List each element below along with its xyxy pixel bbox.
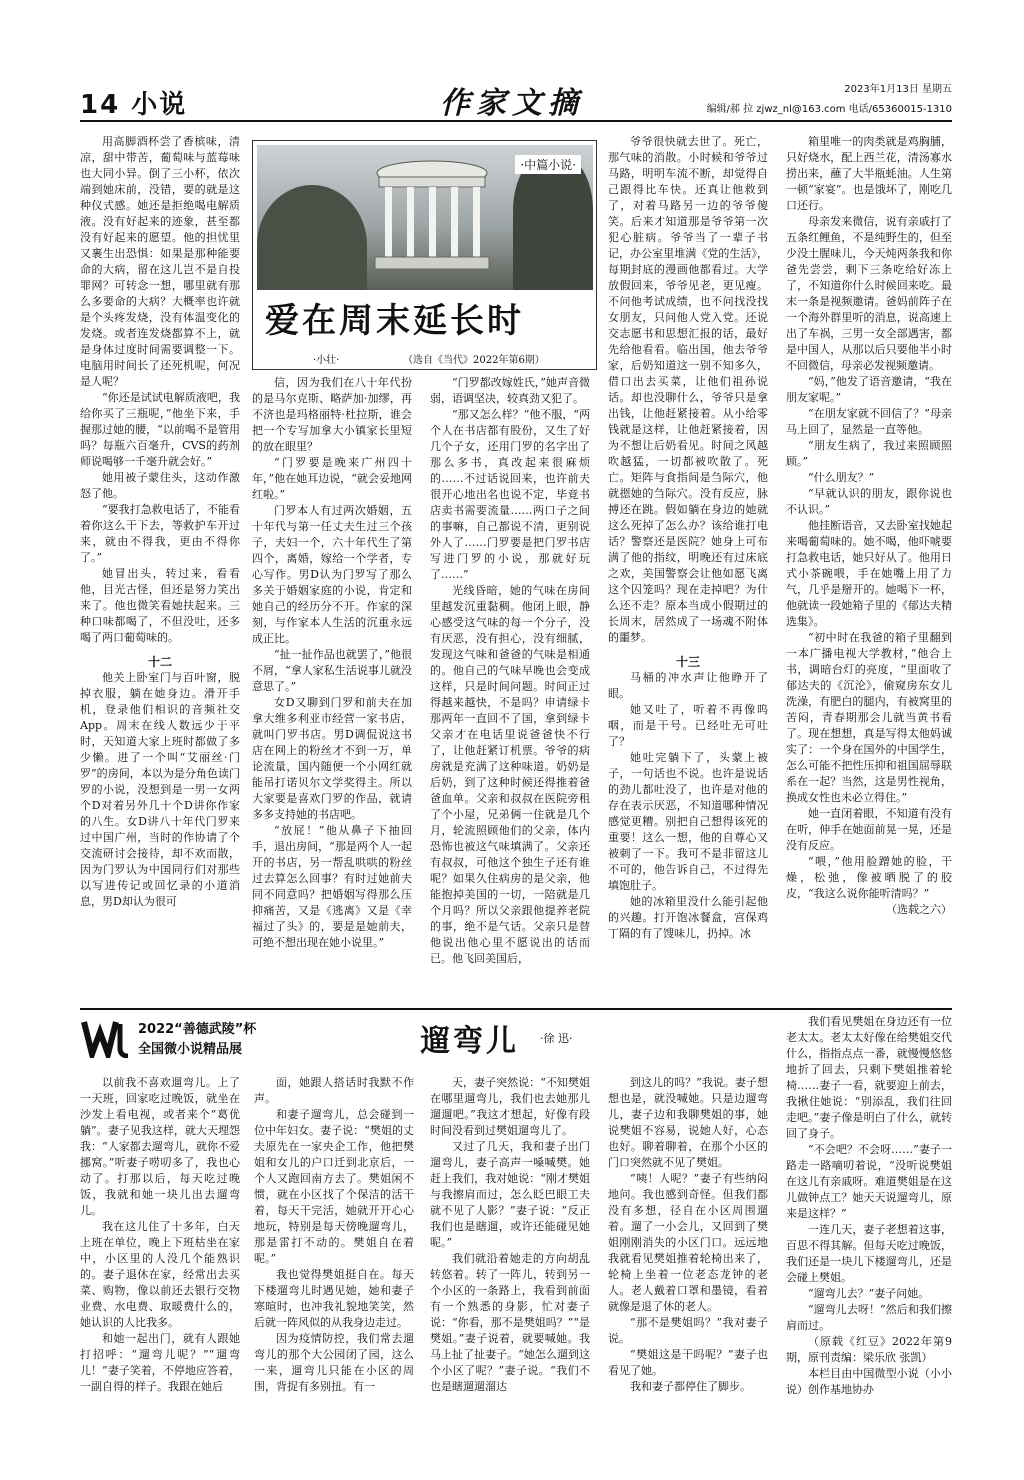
contest-banner [80,1014,280,1064]
feature-author: ·小壮· [313,355,340,366]
editor-contact: 编辑/郝 拉 zjwz_nl@163.com 电话/65360015-1310 [706,104,952,115]
paragraph: 以前我不喜欢遛弯儿。上了一天班，回家吃过晚饭，就坐在沙发上看电视，或者来个“葛优躺”。妻子见我这样，就大天埋怨我：“人家都去遛弯儿，就你不爱挪窝。”听妻子唠叨多了，我也心动了。打那以后，每天吃过晚饭，我就和她一块儿出去遛弯儿。 [80,1076,240,1217]
paragraph: 一连几天，妻子老想着这事，百思不得其解。但每天吃过晚饭，我们还是一块儿下楼遛弯儿，还是会碰上樊姐。 [786,1223,952,1284]
paragraph: （原载《红豆》2022年第9期，原刊责编：梁乐欣 张凯） [786,1335,952,1364]
header-rule [80,120,952,122]
story1-column-1 [80,134,240,994]
paragraph: 和妻子遛弯儿，总会碰到一位中年妇女。妻子说：“樊姐的丈夫原先在一家央企工作，他把樊姐和女儿的户口迁到北京后，一个人又跑回南方去了。樊姐闲不惯，就在小区找了个保洁的活干着，每天干完活，她就开开心心地玩，特别是每天傍晚遛弯儿，那是雷打不动的。樊姐自在着呢。” [254,1108,414,1265]
feature-title-box [252,140,597,370]
story1-column-3 [430,375,590,995]
paragraph: 本栏目由中国微型小说（小小说）创作基地协办 [786,1367,952,1396]
story2-column-3 [430,1075,590,1465]
paragraph: 我们就沿着她走的方向胡乱转悠着。转了一阵儿，转到另一个小区的一条路上，我看到前面有一个熟悉的身影，忙对妻子说：“你看，那不是樊姐吗？”“是樊姐。”妻子说着，就要喊她。我马上扯了扯妻子。“她怎么遛到这个小区了呢？”妻子说。“我们不也是瞎遛遛溜达 [430,1252,590,1393]
story1-column-4 [608,134,768,994]
contest-line-1: 2022“善德武陵”杯 [138,1022,257,1037]
paragraph: 她用被子蒙住头，这动作激怒了他。 [80,471,240,500]
paragraph: 面，她跟人搭话时我默不作声。 [254,1076,414,1105]
paragraph: 和她一起出门，就有人跟她打招呼：“遛弯儿呢？”“遛弯儿！”妻子笑着，不停地应答着，一副自得的样子。我跟在她后 [80,1332,240,1393]
paragraph: 马桶的冲水声让他睁开了眼。 [608,671,768,700]
paragraph: “妈，”他发了语音邀请，“我在朋友家呢。” [786,375,952,404]
paragraph: 天，妻子突然说：“不知樊姐在哪里遛弯儿，我们也去她那儿遛遛吧。”我这才想起，好像有段时间没看到过樊姐遛弯儿了。 [430,1076,590,1137]
paragraph: 我和妻子都停住了脚步。 [630,1380,751,1393]
tree-shape [513,155,593,290]
feature-source: （选自《当代》2022年第6期） [403,355,545,366]
paragraph: “什么朋友？” [808,471,875,484]
story2-column-1 [80,1075,240,1465]
paragraph: 到这儿的吗？”我说。妻子想想也是，就没喊她。只是边遛弯儿，妻子边和我聊樊姐的事，她说樊姐不容易，说她人好，心态也好。聊着聊着，在那个小区的门口突然就不见了樊姐。 [608,1076,768,1169]
masthead: 作家文摘 [440,86,584,121]
paragraph: 她一直闭着眼，不知道有没有在听，伸手在她面前晃一晃，还是没有反应。 [786,807,952,852]
feature-title: 爱在周末延长时 [265,301,524,341]
paragraph: “那又怎么样？”他不服，“两个人在书店都有股份，又生了好几个子女，还用门罗的名字出了那么多书，真改起来很麻烦的……不过话说回来，也许前夫很开心地出名也说不定，毕竟书店卖书需要流量……两口子之间的事嘛，自己都说不清，更别说外人了……门罗要是把门罗书店写进门罗的小说，那就好玩了……” [430,408,590,581]
story1-column-5 [786,134,952,994]
story2-author: ·徐 迅· [540,1032,573,1045]
contest-logo-icon [80,1018,132,1058]
story2-column-5 [786,1014,952,1464]
paragraph: “不会吧？不会呀……”妻子一路走一路嘀叨着说，“没听说樊姐在这儿有亲戚呀。难道樊姐是在这儿做钟点工？她天天说遛弯儿，原来是这样？” [786,1143,952,1220]
paragraph: “要我打急救电话了，不能看着你这么干下去，等救护车开过来，就由不得我，更由不得你了。” [80,503,240,564]
pavilion-photo [257,145,593,290]
paragraph: “门罗要是晚来广州四十年，”他在她耳边说，“就会妥地网红啦。” [252,456,412,501]
paragraph: 他关上卧室门与百叶窗，脱掉衣服，躺在她身边。滑开手机，登录他们相识的音频社交App。周末在线人数远少于平时，天知道大家上班时都做了多少懒。进了一个叫“艾丽丝·门罗”的房间，本以为是分角色读门罗的小说，没想到是一男一女两个D对着另外几十个D讲你作家的八生。女D讲八十年代门罗来过中国广州，当时的作协请了个交流研讨会接待，却不欢而散，因为门罗认为中国同行们对那些以写进传记或回忆录的小道消息，男D却认为很可 [80,671,240,908]
paragraph: 母亲发来微信，说有亲戚打了五条红鲤鱼，不是纯野生的，但至少没土腥味儿，今天炖两条我和你爸先尝尝，剩下三条吃给好冻上了，不知道你什么时候回来吃。最末一条是视频邀请。爸妈前阵子在一个海外群里听的消息，说高速上出了车祸，三男一女全部遇害，都是中国人，从那以后只要他半小时不回微信，母亲必发视频邀请。 [786,215,952,372]
paragraph: “喂，”他用脸蹭她的脸，干燥，松弛，像被晒脱了的胶皮，“我这么说你能听清吗？” [786,855,952,900]
story2-column-2 [254,1075,414,1465]
paragraph: “扯一扯作品也就罢了，”他很不屑，“拿人家私生活说事儿就没意思了。” [252,648,412,693]
paragraph: 她又吐了，听着不再像呜咽，而是干号。已经吐无可吐了？ [608,703,768,748]
genre-tag: ·中篇小说· [515,155,581,174]
rotunda-illustration [367,155,497,275]
paragraph: “遛弯儿去？”妻子问她。 [808,1287,930,1300]
tree-shape [257,185,367,290]
paragraph: “遛弯儿去呀！”然后和我们擦肩而过。 [786,1303,952,1332]
paragraph: 她吐完躺下了，头蒙上被子，一句话也不说。也许是说话的劲儿都吐没了，也许是对他的存在表示厌恶，不知道哪种情况感觉更糟。别把自己想得该死的重要！这么一想，他的自尊心又被刺了一下。我可不是非留这儿不可的，他告诉自己，不过得先填饱肚子。 [608,751,768,892]
paragraph: 用高脚酒杯尝了香槟味，清凉，甜中带苦，葡萄味与蓝莓味也大同小异。倒了三小杯，依次端到她床前，没错，要的就是这种仪式感。她还是拒绝喝电解质液。没有好起来的迹象，甚至都没有好起来的愿望。他的担忧里又裹生出恐惧：如果是那种能要命的大病，留在这儿岂不是自投罪网？可转念一想，哪里就有那么多要命的大病？大概率也许就是个头疼发烧，没有体温变化的发烧。或者连发烧都算不上，就是身体过度时间需要调整一下。电脑用时间长了还死机呢，何况是人呢？ [80,135,240,388]
page-number: 14 [80,90,121,120]
page-number-section [80,84,187,121]
paragraph: “咦！人呢？”妻子有些纳闷地问。我也感到奇怪。但我们都没有多想，径自在小区周围遛着。遛了一小会儿，又回到了樊姐刚刚消失的小区门口。远远地我就看见樊姐推着轮椅出来了，轮椅上坐着一位老态龙钟的老人。老人戴着口罩和墨镜，看着就像是退了休的老人。 [608,1172,768,1313]
contest-name [138,1020,256,1060]
paragraph: “樊姐这是干吗呢？”妻子也看见了她。 [608,1348,768,1377]
paragraph: “在朋友家就不回信了？”母亲马上回了，显然是一直等他。 [786,407,952,436]
paragraph: 门罗本人有过两次婚姻，五十年代与第一任丈夫生过三个孩子，夫妇一个，六十年代生了第四个，离婚，嫁给一个学者，专心写作。男D认为门罗写了那么多关于婚姻家庭的小说，肯定和她自己的经历分不开。作家的深刻，与作家本人生活的沉重永远成正比。 [252,504,412,645]
section-heading-13: 十三 [675,655,700,669]
section-heading-12: 十二 [147,655,172,669]
paragraph: 信，因为我们在八十年代扮的是马尔克斯、略萨加·加缪，再不济也是玛格丽特·杜拉斯，谁会把一个专写加拿大小镇家长里短的放在眼里？ [252,376,412,453]
serial-note: （选载之六） [886,903,952,916]
story2-column-4 [608,1075,768,1465]
paragraph: “那不是樊姐吗？”我对妻子说。 [608,1316,768,1345]
paragraph: 我们看见樊姐在身边还有一位老太太。老太太好像在给樊姐交代什么，指指点点一番，就慢慢悠悠地折了回去，只剩下樊姐推着轮椅……妻子一看，就要迎上前去，我揪住她说：“别添乱，我们往回走吧。”妻子像是明白了什么，就转回了身子。 [786,1015,952,1140]
paragraph: 他挂断语音，又去卧室找她起来喝葡萄味的。她不喝，他吓唬要打急救电话，她只好从了。他用日式小茶碗喂，手在她嘴上用了力气，几乎是掰开的。她喝下一杯，他就读一段她箱子里的《郁达夫精选集》。 [786,519,952,628]
story2-title: 遛弯儿 [420,1024,519,1059]
page-header [80,78,952,121]
paragraph: 光线昏暗，她的气味在房间里越发沉重黏稠。他闭上眼，静心感受这气味的每一个分子，没有厌恶，没有担心，没有细腻，发现这气味和爸爸的气味是相通的。他自己的气味早晚也会变成这样，只是时间问题。时间正过得越来越快，不是吗？申请绿卡那两年一直回不了国，拿到绿卡父亲才在电话里说爸爸快不行了，让他赶紧订机票。爷爷的病房就是充满了这种味道。奶奶是后奶，到了这种时候还得推着爸爸血单。父亲和叔叔在医院旁租了个小屋，兄弟俩一住就是几个月，轮流照顾他们的父亲，体内恐怖也被这气味填满了。父亲还有叔叔，可他这个独生子还有谁呢？如果久住病房的是父亲，他能抱掉美国的一切，一陪就是几个月吗？所以父亲跟他提养老院的事，绝不是气话。父亲只是替他说出他心里不愿说出的话而已。他飞回美国后， [430,584,590,965]
paragraph: “朋友生病了，我过来照顾照顾。” [786,439,952,468]
paragraph: “早就认识的朋友，跟你说也不认识。” [786,487,952,516]
paragraph: “你还是试试电解质液吧，我给你买了三瓶呢，”他坐下来，手握那过她的腰，“以前喝不是管用吗？每瓶六百毫升，CVS的药剂师说喝够一千毫升就会好。” [80,391,240,468]
paragraph: 女D又聊到门罗和前夫在加拿大维多利亚市经营一家书店，就叫门罗书店。男D调侃说这书店在网上的粉丝才不到一万，单论流量，国内随便一个小网红就能吊打诺贝尔文学奖得主。所以大家要是喜欢门罗的作品，就请多多支持她的书店吧。 [252,696,412,821]
story1-column-2 [252,375,412,995]
paragraph: “初中时在我爸的箱子里翻到一本广播电视大学教材，”他合上书，调暗台灯的亮度，“里面收了郁达夫的《沉沦》，偷窥房东女儿洗澡，有肥白的腿内，有被窝里的苦闷，青春期那会儿就当黄书看了。现在想想，真是写得太他妈诚实了：一个身在国外的中国学生，怎么可能不把性压抑和祖国屈辱联系在一起？当然，这是男性视角，换成女性也未必立得住。” [786,631,952,804]
story-divider [80,1008,952,1010]
issue-date: 2023年1月13日 星期五 [844,84,952,95]
section-label: 小说 [131,90,188,120]
paragraph: 又过了几天，我和妻子出门遛弯儿，妻子高声一嗓喊樊。她赶上我们，我对她说：“刚才樊姐与我擦肩而过，怎么眨巴眼工夫就不见了人影？”妻子说：“反正我们也是瞎遛，或许还能碰见她呢。” [430,1140,590,1249]
paragraph: 她冒出头，转过来，看看他，目光古怪，但还是努力笑出来了。他也微笑看她扶起来。三种口味都喝了，不但没吐，还多喝了两口葡萄味的。 [80,567,240,644]
paragraph: 箱里唯一的肉类就是鸡胸脯，只好烧水，配上西兰花，清汤寡水捞出来，蘸了大半瓶蚝油。人生第一顿“家宴”。也是饿坏了，刚吃几口还行。 [786,135,952,212]
paragraph: “放屁！”他从鼻子下抽回手，退出房间，“那是两个人一起开的书店，另一帮乱哄哄的粉丝过去算怎么回事？有时过她前夫同不同意吗？把婚姻写得那么压抑痛苦，又是《逃离》又是《幸福过了头》的，要是是她前夫，可绝不想出现在她小说里。” [252,824,412,949]
contest-line-2: 全国微小说精品展 [138,1042,243,1057]
paragraph: 她的冰箱里没什么能引起他的兴趣。打开饱冰餐盒，宫保鸡丁隔的有了馊味儿，扔掉。冰 [608,895,768,940]
paragraph: 因为疫情防控，我们常去遛弯儿的那个大公园闭了园，这么一来，遛弯儿只能在小区的周围，背捉有多别扭。有一 [254,1332,414,1393]
paragraph: 我在这儿住了十多年，白天上班在单位，晚上下班枯坐在家中，小区里的人没几个能熟识的。妻子退休在家，经常出去买菜、购物，像以前还去银行交物业费、水电费、取暖费什么的，她认识的人比我多。 [80,1220,240,1329]
paragraph: 爷爷很快就去世了。死亡，那气味的消散。小时候和爷爷过马路，明明车流不断，却觉得自己跟得比车快。还真让他救到了，对着马路另一边的爷爷傻笑。后来才知道那是爷爷第一次犯心脏病。爷爷当了一辈子书记，办公室里堆满《党的生活》，每期封底的漫画他都看过。大学放假回来，爷爷见老，更见瘦。不问他考试成绩，也不问找没找女朋友，只问他人党入党。还说交志愿书和思想汇报的话，最好先给他看看。临出国，他去爷爷家，后奶知道这一别不知多久，借口出去买菜，让他们祖孙说话。却也没聊什么，爷爷只是拿出钱，让他赶紧接着。从小给零钱就是这样，让他赶紧接着，因为不想让后奶看见。时间之风越吹越猛，一切都被吹散了。死亡。矩阵与食指间是刍际穴，他就摁她的刍际穴。没有反应，脉搏还在跳。假如躺在身边的她就这么死掉了怎么办？该给谁打电话？警察还是医院？她身上可布满了他的指纹，明晚还有过床底之欢，美国警察会让他如愿飞离这个囚笼吗？现在走掉吧？为什么还不走？原本当成小假期过的长周末，居然成了一场魂不附体的噩梦。 [608,135,768,644]
paragraph: 我也觉得樊姐挺自在。每天下楼遛弯儿时遇见她，她和妻子寒暄时，也冲我礼貌地笑笑，然后就一阵风似的从我身边走过。 [254,1268,414,1329]
paragraph: “门罗都改嫁姓氏，”她声音微弱，语调坚决，较真劲又犯了。 [430,376,590,405]
